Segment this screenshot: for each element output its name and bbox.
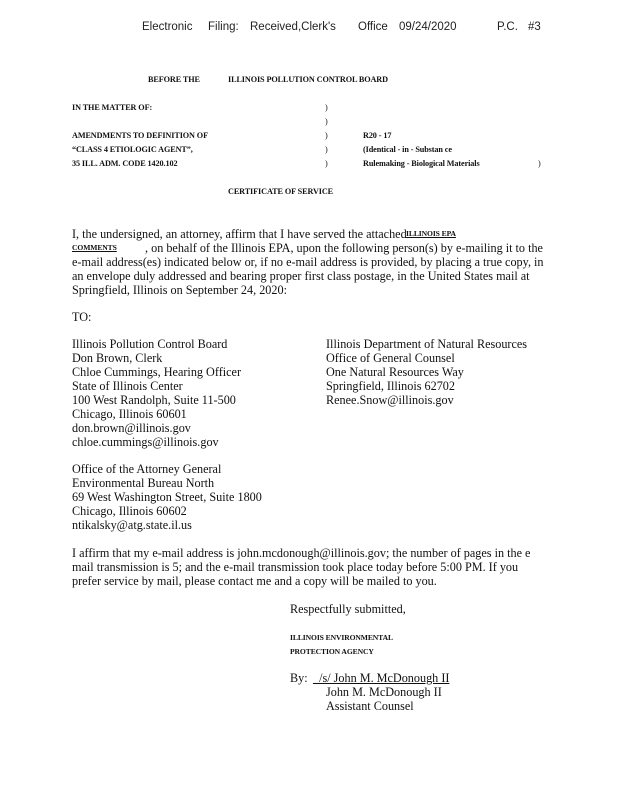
header-pc: P.C. [497, 21, 518, 33]
closing-text: Respectfully submitted, [290, 602, 406, 616]
caption-right-line: (Identical - in - Substan ce [363, 145, 452, 154]
header-date: 09/24/2020 [399, 21, 457, 33]
by-label: By: [290, 671, 308, 685]
header-received: Received,Clerk's [250, 21, 336, 33]
attached-document-name: COMMENTS [72, 243, 117, 252]
caption-paren: ) [325, 131, 328, 140]
caption-before: BEFORE THE [148, 75, 200, 84]
email-address: ntikalsky@atg.state.il.us [72, 518, 192, 532]
caption-paren: ) [325, 117, 328, 126]
address-line: Office of General Counsel [326, 351, 455, 365]
caption-paren: ) [325, 145, 328, 154]
signer-title: Assistant Counsel [326, 699, 414, 713]
email-address: chloe.cummings@illinois.gov [72, 435, 219, 449]
address-line: 69 West Washington Street, Suite 1800 [72, 490, 262, 504]
address-line: 100 West Randolph, Suite 11-500 [72, 393, 236, 407]
header-pc-number: #3 [528, 21, 541, 33]
address-line: State of Illinois Center [72, 379, 183, 393]
address-line: Chloe Cummings, Hearing Officer [72, 365, 242, 379]
email-address: Renee.Snow@illinois.gov [326, 393, 454, 407]
affirm-line: mail transmission is 5; and the e-mail transmission took place today before 5:00 PM. If you [72, 560, 519, 574]
signature-line: _/s/ John M. McDonough II [313, 671, 450, 685]
intro-line: an envelope duly addressed and bearing proper first class postage, in the United States mail at [72, 269, 530, 283]
caption-paren: ) [325, 103, 328, 112]
intro-line: I, the undersigned, an attorney, affirm that I have served the attached [72, 227, 407, 241]
attached-document-name: ILLINOIS EPA [406, 229, 456, 238]
address-line: Environmental Bureau North [72, 476, 215, 490]
address-line: Illinois Department of Natural Resources [326, 337, 528, 351]
header-office: Office [358, 21, 388, 33]
caption-left-line: 35 ILL. ADM. CODE 1420.102 [72, 159, 178, 168]
caption-left-line: AMENDMENTS TO DEFINITION OF [72, 131, 208, 140]
agency-name: ILLINOIS ENVIRONMENTAL [290, 633, 393, 642]
address-line: One Natural Resources Way [326, 365, 464, 379]
to-label: TO: [72, 310, 92, 324]
intro-line: e-mail address(es) indicated below or, if no e-mail address is provided, by placing a true copy, in [72, 255, 544, 269]
caption-in-matter: IN THE MATTER OF: [72, 103, 153, 112]
address-line: Chicago, Illinois 60601 [72, 407, 187, 421]
document-title: CERTIFICATE OF SERVICE [228, 187, 334, 196]
address-line: Chicago, Illinois 60602 [72, 504, 187, 518]
address-line: Springfield, Illinois 62702 [326, 379, 455, 393]
agency-name: PROTECTION AGENCY [290, 647, 374, 656]
caption-docket: R20 - 17 [363, 131, 392, 140]
email-address: don.brown@illinois.gov [72, 421, 191, 435]
intro-line: Springfield, Illinois on September 24, 2020: [72, 283, 287, 297]
caption-left-line: “CLASS 4 ETIOLOGIC AGENT”, [72, 145, 193, 154]
signer-name: John M. McDonough II [326, 685, 442, 699]
caption-board: ILLINOIS POLLUTION CONTROL BOARD [228, 75, 388, 84]
affirm-line: prefer service by mail, please contact me and a copy will be mailed to you. [72, 574, 437, 588]
address-line: Illinois Pollution Control Board [72, 337, 228, 351]
header-electronic: Electronic [142, 21, 193, 33]
intro-line: , on behalf of the Illinois EPA, upon the following person(s) by e-mailing it to the [145, 241, 543, 255]
caption-right-line: Rulemaking - Biological Materials [363, 159, 480, 168]
address-line: Office of the Attorney General [72, 462, 222, 476]
caption-paren: ) [325, 159, 328, 168]
address-line: Don Brown, Clerk [72, 351, 163, 365]
header-filing: Filing: [208, 21, 239, 33]
affirm-line: I affirm that my e-mail address is john.mcdonough@illinois.gov; the number of pages in the e [72, 546, 531, 560]
caption-close-paren: ) [538, 159, 541, 168]
